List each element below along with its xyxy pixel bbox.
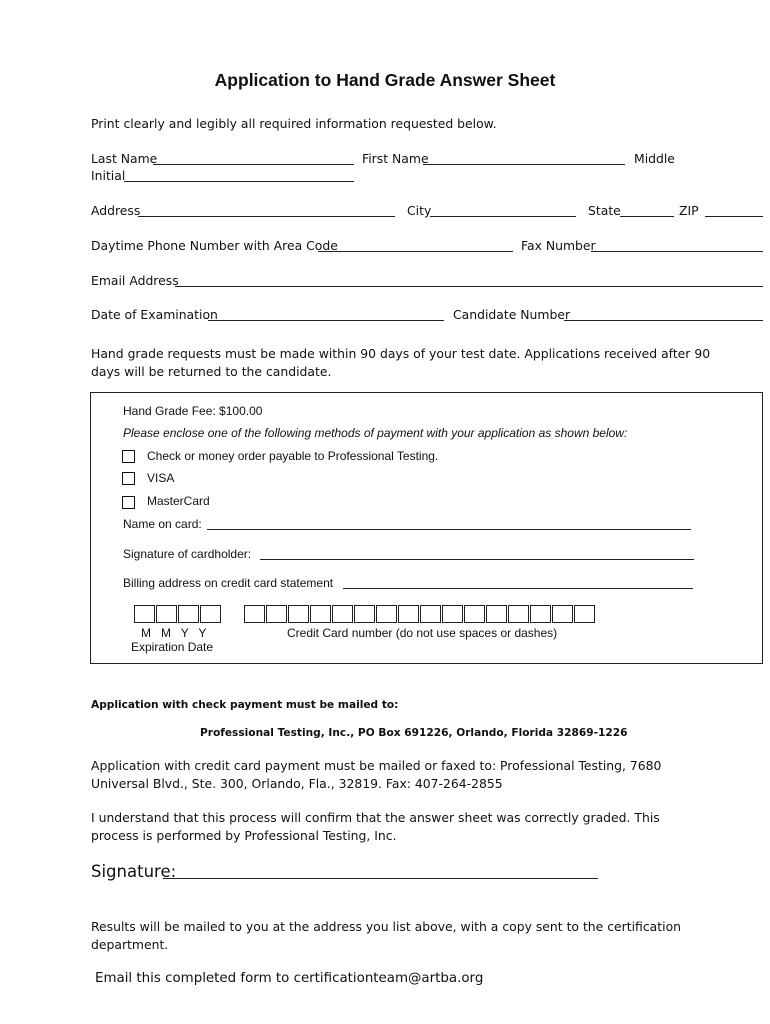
billing-address-field[interactable] [343, 588, 693, 589]
middle-label: Middle [634, 151, 675, 166]
card-number-cell[interactable] [552, 605, 573, 623]
card-number-cell[interactable] [464, 605, 485, 623]
signature-label: Signature: [91, 862, 177, 881]
state-field[interactable] [620, 216, 674, 217]
expiry-cell[interactable] [178, 605, 199, 623]
initial-label: Initial [91, 168, 126, 183]
notice-text: Hand grade requests must be made within 90 days of your test date. Applications received after 90 days will be returned to the candidate. [91, 346, 711, 379]
city-field[interactable] [430, 216, 576, 217]
card-number-cell[interactable] [398, 605, 419, 623]
mastercard-checkbox[interactable] [122, 496, 135, 509]
check-option-label: Check or money order payable to Professional Testing. [147, 449, 439, 463]
phone-field[interactable] [318, 251, 513, 252]
email-field[interactable] [175, 286, 763, 287]
exam-date-field[interactable] [208, 320, 444, 321]
expiry-cell[interactable] [200, 605, 221, 623]
signature-field[interactable] [163, 878, 598, 879]
first-name-label: First Name [362, 151, 429, 166]
candidate-number-field[interactable] [564, 320, 763, 321]
mail-check-address: Professional Testing, Inc., PO Box 691226, Orlando, Florida 32869-1226 [200, 727, 628, 739]
middle-initial-field[interactable] [124, 181, 354, 182]
expiry-cell[interactable] [156, 605, 177, 623]
state-label: State [588, 203, 621, 218]
address-label: Address [91, 203, 141, 218]
phone-label: Daytime Phone Number with Area Code [91, 238, 338, 253]
card-number-cell[interactable] [332, 605, 353, 623]
expiry-label: Expiration Date [131, 640, 214, 654]
fee-text: Hand Grade Fee: $100.00 [123, 404, 263, 418]
expiry-cell[interactable] [134, 605, 155, 623]
last-name-field[interactable] [153, 164, 354, 165]
billing-address-label: Billing address on credit card statement [123, 576, 334, 590]
cardholder-signature-label: Signature of cardholder: [123, 547, 252, 561]
instructions-text: Print clearly and legibly all required information requested below. [91, 116, 497, 131]
payment-instruction: Please enclose one of the following methods of payment with your application as shown below: [123, 426, 628, 440]
email-instruction: Email this completed form to certificationteam@artba.org [95, 971, 484, 986]
mail-check-heading: Application with check payment must be mailed to: [91, 699, 399, 711]
cardholder-signature-field[interactable] [260, 559, 694, 560]
card-number-cell[interactable] [354, 605, 375, 623]
card-number-cell[interactable] [574, 605, 595, 623]
card-number-cell[interactable] [266, 605, 287, 623]
candidate-number-label: Candidate Number [453, 307, 571, 322]
card-number-cell[interactable] [420, 605, 441, 623]
visa-option-label: VISA [147, 471, 175, 485]
name-on-card-field[interactable] [207, 529, 691, 530]
fax-field[interactable] [591, 251, 763, 252]
zip-label: ZIP [679, 203, 699, 218]
visa-checkbox[interactable] [122, 472, 135, 485]
card-number-cell[interactable] [310, 605, 331, 623]
card-number-cell[interactable] [442, 605, 463, 623]
zip-field[interactable] [705, 216, 763, 217]
card-number-cell[interactable] [376, 605, 397, 623]
expiry-letters: M M Y Y [141, 626, 207, 640]
mail-card-text: Application with credit card payment must be mailed or faxed to: Professional Testing, 7680 Universal Blvd., Ste. 300, Orlando, Fla., 32819. Fax: 407-264-2855 [91, 758, 662, 791]
first-name-field[interactable] [423, 164, 625, 165]
mastercard-option-label: MasterCard [147, 494, 210, 508]
city-label: City [407, 203, 432, 218]
email-label: Email Address [91, 273, 179, 288]
check-checkbox[interactable] [122, 450, 135, 463]
card-number-label: Credit Card number (do not use spaces or dashes) [287, 626, 558, 640]
card-number-cell[interactable] [288, 605, 309, 623]
card-number-cell[interactable] [244, 605, 265, 623]
card-number-cell[interactable] [530, 605, 551, 623]
exam-date-label: Date of Examination [91, 307, 218, 322]
fax-label: Fax Number [521, 238, 596, 253]
page-title: Application to Hand Grade Answer Sheet [214, 70, 556, 90]
name-on-card-label: Name on card: [123, 517, 202, 531]
last-name-label: Last Name [91, 151, 158, 166]
understand-text: I understand that this process will confirm that the answer sheet was correctly graded. This process is performed by Professional Testing, Inc. [91, 810, 660, 843]
results-text: Results will be mailed to you at the address you list above, with a copy sent to the certification department. [91, 919, 682, 952]
card-number-cell[interactable] [508, 605, 529, 623]
address-field[interactable] [138, 216, 395, 217]
card-number-cell[interactable] [486, 605, 507, 623]
